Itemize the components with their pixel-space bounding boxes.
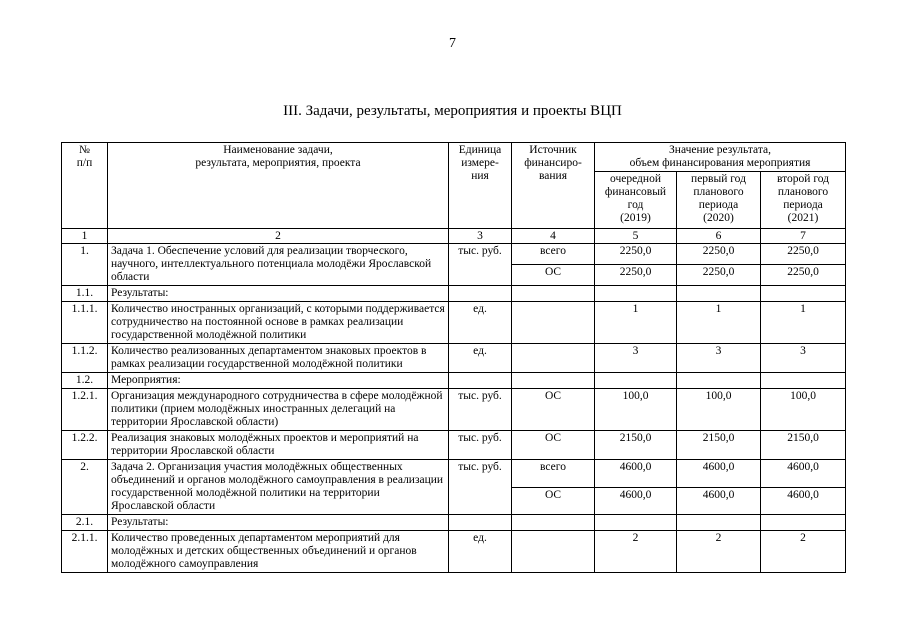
table-row [62,460,846,488]
row-unit [449,373,512,389]
header-source: Источник финансиро- вания [512,143,595,229]
table-row [62,531,846,573]
row-value-2019: 2150,0 [595,431,677,460]
row-value-2020 [677,373,761,389]
section-title: III. Задачи, результаты, мероприятия и проекты ВЦП [283,103,622,119]
column-number: 1 [62,229,108,244]
header-row-1 [62,143,846,172]
row-unit [449,286,512,302]
row-name: Реализация знаковых молодёжных проектов и мероприятий на территории Ярославской области [108,431,449,460]
row-value-2019: 2250,0 [595,244,677,265]
row-number: 2.1. [62,515,108,531]
row-source: ОС [512,431,595,460]
table-row [62,389,846,431]
header-year-2019: очередной финансовый год (2019) [595,172,677,229]
row-value-2021: 1 [761,302,846,344]
row-source [512,373,595,389]
row-value-2021: 2250,0 [761,265,846,286]
row-unit: ед. [449,531,512,573]
row-unit: тыс. руб. [449,431,512,460]
header-num: № п/п [62,143,108,229]
row-unit: ед. [449,344,512,373]
row-source: всего [512,244,595,265]
row-value-2021 [761,286,846,302]
row-value-2020: 2 [677,531,761,573]
row-number: 1.2. [62,373,108,389]
row-value-2021: 2150,0 [761,431,846,460]
column-number-row [62,229,846,244]
column-number: 6 [677,229,761,244]
row-source [512,515,595,531]
header-year-2020: первый год планового периода (2020) [677,172,761,229]
row-value-2019: 2250,0 [595,265,677,286]
row-value-2020: 2250,0 [677,244,761,265]
header-name: Наименование задачи, результата, мероприятия, проекта [108,143,449,229]
row-number: 1.1.2. [62,344,108,373]
table-row [62,431,846,460]
row-value-2019: 4600,0 [595,460,677,488]
row-value-2019: 100,0 [595,389,677,431]
row-number: 1. [62,244,108,286]
page-number: 7 [449,36,456,51]
row-value-2021: 4600,0 [761,460,846,488]
row-value-2019: 4600,0 [595,487,677,515]
row-value-2020: 3 [677,344,761,373]
row-source: ОС [512,265,595,286]
row-value-2020: 2250,0 [677,265,761,286]
row-unit: тыс. руб. [449,389,512,431]
row-value-2019 [595,373,677,389]
row-name: Задача 1. Обеспечение условий для реализации творческого, научного, интеллектуального потенциала молодёжи Ярославской области [108,244,449,286]
row-value-2020 [677,515,761,531]
header-value-group: Значение результата, объем финансирования мероприятия [595,143,846,172]
row-value-2020: 1 [677,302,761,344]
row-value-2019: 2 [595,531,677,573]
row-source: ОС [512,487,595,515]
table-body [62,244,846,573]
column-number: 5 [595,229,677,244]
row-value-2020: 100,0 [677,389,761,431]
row-number: 2.1.1. [62,531,108,573]
row-number: 1.1.1. [62,302,108,344]
tasks-results-table [61,142,846,573]
header-year-2021: второй год планового периода (2021) [761,172,846,229]
row-value-2020: 2150,0 [677,431,761,460]
table-row [62,244,846,265]
row-number: 1.2.2. [62,431,108,460]
row-name: Количество иностранных организаций, с которыми поддерживается сотрудничество на постоянной основе в рамках реализации государственной молодёжной политики [108,302,449,344]
column-number: 2 [108,229,449,244]
row-name: Мероприятия: [108,373,449,389]
row-unit [449,515,512,531]
row-value-2021 [761,515,846,531]
row-source [512,531,595,573]
row-value-2019: 3 [595,344,677,373]
row-name: Организация международного сотрудничества в сфере молодёжной политики (прием молодёжных иностранных делегаций на территории Ярославской области) [108,389,449,431]
row-value-2021: 2 [761,531,846,573]
row-name: Количество проведенных департаментом мероприятий для молодёжных и детских общественных объединений и органов молодёжного самоуправления [108,531,449,573]
column-number: 3 [449,229,512,244]
row-number: 2. [62,460,108,515]
row-source: ОС [512,389,595,431]
table-row [62,373,846,389]
row-value-2019 [595,286,677,302]
row-value-2021: 100,0 [761,389,846,431]
row-value-2020: 4600,0 [677,460,761,488]
row-value-2021 [761,373,846,389]
row-value-2019: 1 [595,302,677,344]
row-unit: тыс. руб. [449,244,512,286]
row-source [512,302,595,344]
row-value-2021: 4600,0 [761,487,846,515]
row-value-2019 [595,515,677,531]
row-unit: тыс. руб. [449,460,512,515]
row-source: всего [512,460,595,488]
row-value-2021: 2250,0 [761,244,846,265]
row-source [512,286,595,302]
row-name: Количество реализованных департаментом знаковых проектов в рамках реализации государственной молодёжной политики [108,344,449,373]
table-row [62,515,846,531]
row-name: Задача 2. Организация участия молодёжных общественных объединений и органов молодёжного самоуправления в реализации государственной молодёжной политики на территории Ярославской области [108,460,449,515]
header-unit: Единица измере- ния [449,143,512,229]
table-row [62,302,846,344]
row-value-2021: 3 [761,344,846,373]
table-row [62,344,846,373]
row-source [512,344,595,373]
row-number: 1.2.1. [62,389,108,431]
row-value-2020 [677,286,761,302]
column-number: 7 [761,229,846,244]
column-number: 4 [512,229,595,244]
row-number: 1.1. [62,286,108,302]
table-row [62,286,846,302]
row-name: Результаты: [108,515,449,531]
row-unit: ед. [449,302,512,344]
row-name: Результаты: [108,286,449,302]
row-value-2020: 4600,0 [677,487,761,515]
